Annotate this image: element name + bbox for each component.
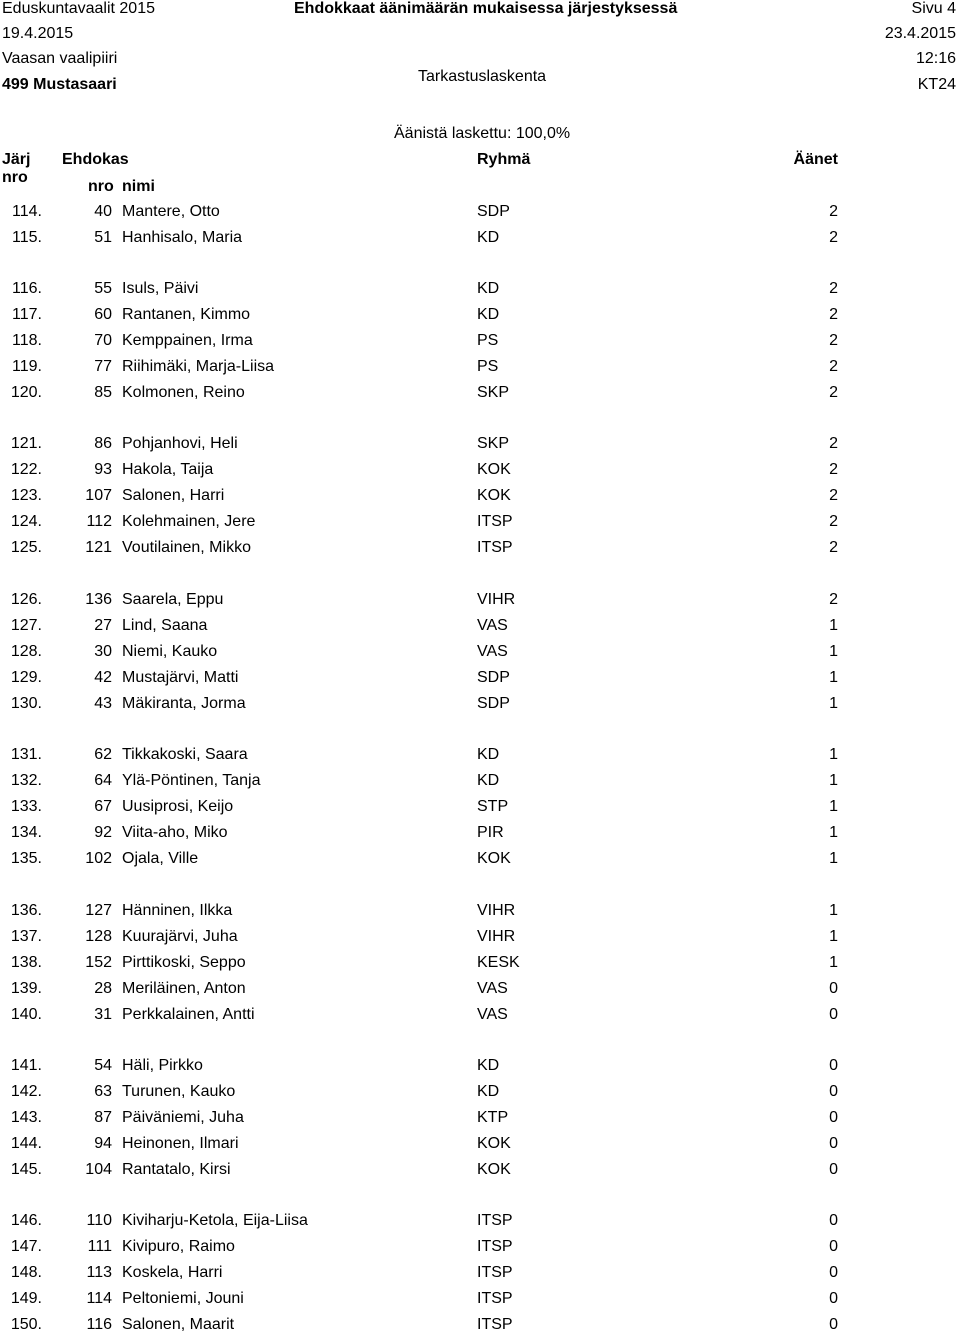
table-row (0, 332, 960, 354)
row-candidate-no: 42 (94, 669, 112, 686)
row-votes: 2 (829, 435, 838, 452)
row-candidate-no: 94 (94, 1135, 112, 1152)
table-row (0, 203, 960, 225)
row-votes: 1 (829, 772, 838, 789)
row-candidate-no: 121 (85, 539, 112, 556)
row-group: VIHR (477, 902, 516, 919)
row-group: KOK (477, 1161, 511, 1178)
row-group: VAS (477, 643, 508, 660)
row-group: PS (477, 358, 499, 375)
table-row (0, 746, 960, 768)
row-candidate-no: 136 (85, 591, 112, 608)
row-rank: 121. (10, 435, 42, 452)
row-rank: 127. (10, 617, 42, 634)
table-row (0, 928, 960, 950)
row-group: SKP (477, 435, 510, 452)
row-rank: 132. (10, 772, 42, 789)
table-row (0, 384, 960, 406)
row-group: KD (477, 1083, 500, 1100)
row-candidate-name: Tikkakoski, Saara (122, 746, 248, 763)
row-rank: 136. (10, 902, 42, 919)
table-row (0, 824, 960, 846)
row-votes: 0 (829, 1057, 838, 1074)
row-candidate-no: 43 (94, 695, 112, 712)
row-group: KOK (477, 487, 511, 504)
row-rank: 137. (10, 928, 42, 945)
row-group: KOK (477, 461, 511, 478)
row-votes: 0 (829, 1006, 838, 1023)
row-rank: 135. (10, 850, 42, 867)
row-candidate-no: 63 (94, 1083, 112, 1100)
row-candidate-name: Saarela, Eppu (122, 591, 224, 608)
row-candidate-name: Kolmonen, Reino (122, 384, 245, 401)
row-votes: 2 (829, 513, 838, 530)
column-candidate-no: nro (88, 178, 114, 195)
row-rank: 118. (12, 332, 42, 349)
row-candidate-no: 127 (85, 902, 112, 919)
row-rank: 143. (10, 1109, 42, 1126)
row-group: VAS (477, 1006, 508, 1023)
counted-percentage: Äänistä laskettu: 100,0% (394, 125, 571, 142)
row-group: ITSP (477, 539, 513, 556)
row-candidate-name: Kuurajärvi, Juha (122, 928, 238, 945)
row-votes: 1 (829, 798, 838, 815)
table-row (0, 539, 960, 561)
row-candidate-name: Viita-aho, Miko (122, 824, 228, 841)
row-rank: 115. (12, 229, 42, 246)
print-date: 23.4.2015 (884, 25, 956, 42)
row-group: SDP (477, 203, 510, 220)
report-title: Ehdokkaat äänimäärän mukaisessa järjestyksessä (294, 0, 678, 17)
row-candidate-no: 30 (94, 643, 112, 660)
row-votes: 2 (829, 384, 838, 401)
row-votes: 0 (829, 1083, 838, 1100)
row-votes: 2 (829, 203, 838, 220)
row-group: ITSP (477, 1290, 513, 1307)
row-rank: 141. (10, 1057, 42, 1074)
row-votes: 0 (829, 1238, 838, 1255)
row-candidate-name: Voutilainen, Mikko (122, 539, 251, 556)
row-candidate-name: Kolehmainen, Jere (122, 513, 256, 530)
row-candidate-name: Niemi, Kauko (122, 643, 218, 660)
row-candidate-no: 113 (86, 1264, 112, 1281)
row-rank: 145. (10, 1161, 42, 1178)
row-candidate-no: 87 (94, 1109, 112, 1126)
row-votes: 0 (829, 1290, 838, 1307)
row-candidate-name: Hakola, Taija (122, 461, 214, 478)
row-rank: 131. (10, 746, 42, 763)
row-rank: 123. (10, 487, 42, 504)
row-group: SDP (477, 669, 510, 686)
row-candidate-name: Mäkiranta, Jorma (122, 695, 246, 712)
row-group: KESK (477, 954, 520, 971)
row-candidate-name: Hanhisalo, Maria (122, 229, 243, 246)
municipality: 499 Mustasaari (2, 76, 117, 93)
row-group: ITSP (477, 1212, 513, 1229)
row-candidate-no: 112 (86, 513, 112, 530)
row-rank: 129. (10, 669, 42, 686)
table-row (0, 1083, 960, 1105)
row-candidate-no: 64 (94, 772, 112, 789)
election-date: 19.4.2015 (2, 25, 74, 42)
row-group: ITSP (477, 1238, 513, 1255)
row-rank: 148. (10, 1264, 42, 1281)
row-votes: 2 (829, 591, 838, 608)
row-candidate-name: Koskela, Harri (122, 1264, 223, 1281)
row-candidate-no: 111 (87, 1238, 112, 1255)
row-group: SDP (477, 695, 510, 712)
column-rank-sub: nro (2, 169, 28, 186)
row-group: PIR (477, 824, 504, 841)
row-votes: 2 (829, 461, 838, 478)
row-votes: 0 (829, 1109, 838, 1126)
row-candidate-name: Kivipuro, Raimo (122, 1238, 235, 1255)
row-rank: 146. (10, 1212, 42, 1229)
row-candidate-no: 114 (86, 1290, 112, 1307)
row-votes: 2 (829, 280, 838, 297)
row-candidate-name: Häli, Pirkko (122, 1057, 203, 1074)
table-row (0, 280, 960, 302)
row-candidate-no: 28 (94, 980, 112, 997)
row-candidate-no: 104 (85, 1161, 112, 1178)
row-group: KOK (477, 850, 511, 867)
row-candidate-no: 102 (85, 850, 112, 867)
row-group: KD (477, 772, 500, 789)
row-group: KD (477, 306, 500, 323)
row-group: ITSP (477, 1316, 513, 1333)
row-candidate-no: 27 (94, 617, 112, 634)
row-votes: 2 (829, 487, 838, 504)
row-votes: 2 (829, 306, 838, 323)
row-candidate-no: 54 (94, 1057, 112, 1074)
table-row (0, 643, 960, 665)
row-candidate-name: Isuls, Päivi (122, 280, 199, 297)
row-rank: 133. (10, 798, 42, 815)
row-group: ITSP (477, 513, 513, 530)
table-row (0, 617, 960, 639)
row-group: STP (477, 798, 509, 815)
row-candidate-name: Pirttikoski, Seppo (122, 954, 246, 971)
row-candidate-no: 128 (85, 928, 112, 945)
row-candidate-name: Ylä-Pöntinen, Tanja (122, 772, 261, 789)
row-votes: 1 (829, 824, 838, 841)
row-group: KD (477, 746, 500, 763)
row-candidate-name: Turunen, Kauko (122, 1083, 236, 1100)
row-candidate-name: Perkkalainen, Antti (122, 1006, 255, 1023)
row-candidate-no: 51 (94, 229, 112, 246)
row-candidate-no: 62 (94, 746, 112, 763)
row-votes: 0 (829, 1316, 838, 1333)
row-group: VAS (477, 980, 508, 997)
row-votes: 2 (829, 229, 838, 246)
column-group: Ryhmä (477, 151, 531, 168)
row-candidate-no: 60 (94, 306, 112, 323)
table-row (0, 772, 960, 794)
row-votes: 1 (829, 643, 838, 660)
print-time: 12:16 (915, 50, 956, 67)
row-group: VAS (477, 617, 508, 634)
row-candidate-name: Ojala, Ville (122, 850, 199, 867)
table-row (0, 1109, 960, 1131)
table-row (0, 513, 960, 535)
row-rank: 120. (10, 384, 42, 401)
table-row (0, 902, 960, 924)
row-votes: 1 (829, 617, 838, 634)
table-row (0, 1006, 960, 1028)
row-rank: 116. (12, 280, 42, 297)
row-candidate-name: Hänninen, Ilkka (122, 902, 233, 919)
row-rank: 134. (10, 824, 42, 841)
row-candidate-no: 67 (94, 798, 112, 815)
table-row (0, 591, 960, 613)
table-row (0, 1161, 960, 1183)
table-row (0, 669, 960, 691)
row-votes: 0 (829, 1212, 838, 1229)
table-row (0, 1316, 960, 1338)
row-votes: 1 (829, 669, 838, 686)
row-candidate-name: Kemppainen, Irma (122, 332, 253, 349)
row-candidate-no: 92 (94, 824, 112, 841)
table-row (0, 1212, 960, 1234)
row-candidate-no: 77 (94, 358, 112, 375)
row-votes: 1 (829, 746, 838, 763)
row-candidate-no: 110 (86, 1212, 112, 1229)
table-row (0, 461, 960, 483)
row-rank: 117. (12, 306, 42, 323)
row-votes: 0 (829, 1161, 838, 1178)
row-group: ITSP (477, 1264, 513, 1281)
report-code: KT24 (917, 76, 956, 93)
row-rank: 139. (10, 980, 42, 997)
table-row (0, 1057, 960, 1079)
table-row (0, 1135, 960, 1157)
district: Vaasan vaalipiiri (2, 50, 118, 67)
row-votes: 1 (829, 954, 838, 971)
row-rank: 119. (12, 358, 42, 375)
row-votes: 0 (829, 1264, 838, 1281)
row-candidate-no: 107 (85, 487, 112, 504)
row-candidate-no: 55 (94, 280, 112, 297)
row-group: KD (477, 229, 500, 246)
table-row (0, 695, 960, 717)
row-group: KD (477, 280, 500, 297)
row-candidate-no: 152 (85, 954, 112, 971)
row-rank: 142. (10, 1083, 42, 1100)
row-candidate-name: Päiväniemi, Juha (122, 1109, 244, 1126)
row-votes: 1 (829, 850, 838, 867)
table-row (0, 1238, 960, 1260)
election-name: Eduskuntavaalit 2015 (2, 0, 155, 17)
row-rank: 130. (10, 695, 42, 712)
row-rank: 147. (10, 1238, 42, 1255)
row-candidate-name: Lind, Saana (122, 617, 208, 634)
table-row (0, 435, 960, 457)
row-candidate-no: 86 (94, 435, 112, 452)
table-row (0, 1264, 960, 1286)
table-row (0, 850, 960, 872)
row-candidate-name: Kiviharju-Ketola, Eija-Liisa (122, 1212, 308, 1229)
column-candidate-name: nimi (122, 178, 155, 195)
table-row (0, 1290, 960, 1312)
row-rank: 149. (10, 1290, 42, 1307)
row-rank: 138. (10, 954, 42, 971)
column-votes: Äänet (793, 151, 838, 168)
row-group: PS (477, 332, 499, 349)
table-row (0, 487, 960, 509)
row-candidate-name: Peltoniemi, Jouni (122, 1290, 244, 1307)
table-row (0, 229, 960, 251)
row-rank: 140. (10, 1006, 42, 1023)
row-group: KD (477, 1057, 500, 1074)
row-candidate-no: 116 (86, 1316, 112, 1333)
row-candidate-no: 85 (94, 384, 112, 401)
row-rank: 124. (10, 513, 42, 530)
table-row (0, 798, 960, 820)
row-candidate-name: Meriläinen, Anton (122, 980, 246, 997)
row-candidate-name: Uusiprosi, Keijo (122, 798, 234, 815)
table-row (0, 306, 960, 328)
row-candidate-name: Riihimäki, Marja-Liisa (122, 358, 275, 375)
row-rank: 122. (10, 461, 42, 478)
table-row (0, 954, 960, 976)
row-candidate-no: 40 (94, 203, 112, 220)
row-votes: 0 (829, 1135, 838, 1152)
row-rank: 126. (10, 591, 42, 608)
row-votes: 2 (829, 358, 838, 375)
row-rank: 114. (12, 203, 42, 220)
row-candidate-no: 93 (94, 461, 112, 478)
row-candidate-no: 31 (94, 1006, 112, 1023)
row-group: KOK (477, 1135, 511, 1152)
row-rank: 144. (10, 1135, 42, 1152)
table-row (0, 358, 960, 380)
row-candidate-name: Rantatalo, Kirsi (122, 1161, 231, 1178)
row-votes: 2 (829, 332, 838, 349)
row-rank: 150. (10, 1316, 42, 1333)
row-candidate-name: Heinonen, Ilmari (122, 1135, 239, 1152)
row-candidate-name: Salonen, Harri (122, 487, 225, 504)
row-votes: 0 (829, 980, 838, 997)
row-candidate-name: Salonen, Maarit (122, 1316, 235, 1333)
row-votes: 1 (829, 928, 838, 945)
row-group: KTP (477, 1109, 509, 1126)
row-group: VIHR (477, 928, 516, 945)
row-rank: 125. (10, 539, 42, 556)
row-group: VIHR (477, 591, 516, 608)
row-candidate-name: Rantanen, Kimmo (122, 306, 251, 323)
column-candidate: Ehdokas (62, 151, 129, 168)
row-candidate-name: Pohjanhovi, Heli (122, 435, 238, 452)
row-candidate-name: Mantere, Otto (122, 203, 220, 220)
column-rank: Järj (2, 151, 31, 168)
row-rank: 128. (10, 643, 42, 660)
page-number: Sivu 4 (911, 0, 956, 17)
row-group: SKP (477, 384, 510, 401)
count-type: Tarkastuslaskenta (418, 68, 547, 85)
row-candidate-name: Mustajärvi, Matti (122, 669, 239, 686)
table-row (0, 980, 960, 1002)
row-candidate-no: 70 (94, 332, 112, 349)
row-votes: 2 (829, 539, 838, 556)
row-votes: 1 (829, 695, 838, 712)
row-votes: 1 (829, 902, 838, 919)
